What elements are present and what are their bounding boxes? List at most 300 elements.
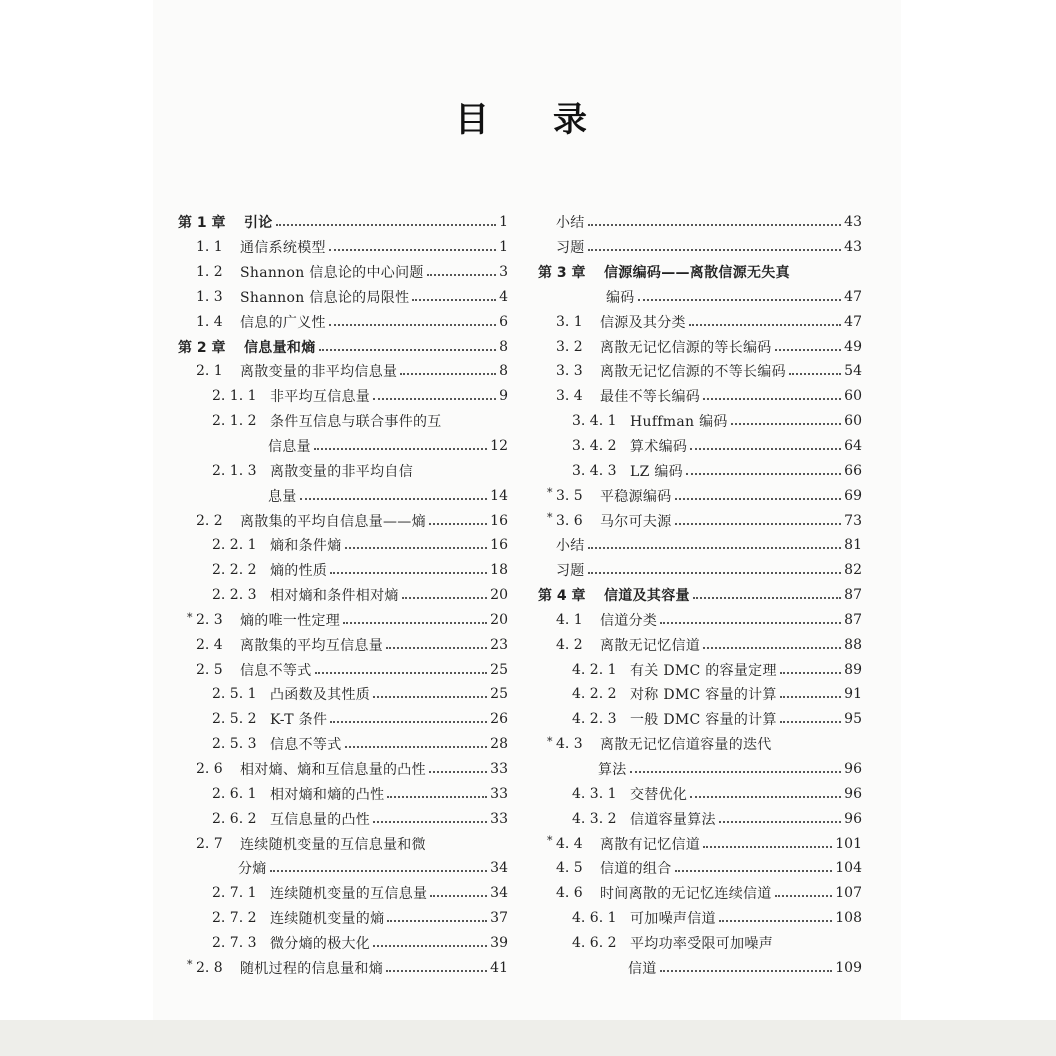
toc-entry — [538, 955, 862, 980]
toc-page-number: 14 — [490, 487, 508, 504]
toc-title: 相对熵、熵和互信息量的凸性 — [240, 761, 426, 778]
toc-title: 离散无记忆信道容量的迭代 — [600, 737, 772, 754]
toc-entry — [178, 856, 508, 881]
toc-number: 3. 4 — [556, 388, 583, 405]
dot-leader — [386, 647, 487, 649]
toc-number: 2. 3 — [196, 611, 223, 628]
dot-leader — [675, 523, 842, 525]
toc-entry — [178, 384, 508, 409]
toc-page-number: 9 — [499, 388, 508, 405]
toc-page-number: 34 — [490, 885, 508, 902]
optional-marker: * — [187, 610, 193, 624]
toc-entry — [538, 732, 862, 757]
toc-number: 4. 3. 2 — [572, 810, 617, 827]
dot-leader — [780, 721, 841, 723]
toc-page-number: 6 — [499, 313, 508, 330]
toc-number: 2. 5 — [196, 661, 223, 678]
toc-entry — [538, 508, 862, 533]
dot-leader — [402, 597, 487, 599]
toc-page-number: 69 — [844, 487, 862, 504]
dot-leader — [703, 647, 841, 649]
background-strip — [0, 1020, 1056, 1056]
toc-title: 最佳不等长编码 — [600, 389, 701, 406]
toc-entry — [178, 707, 508, 732]
toc-entry — [178, 781, 508, 806]
toc-entry — [538, 806, 862, 831]
dot-leader — [660, 970, 833, 972]
toc-page-number: 37 — [490, 910, 508, 927]
toc-entry — [538, 285, 862, 310]
toc-page-number: 39 — [490, 934, 508, 951]
dot-leader — [588, 572, 842, 574]
toc-entry — [178, 930, 508, 955]
toc-entry — [538, 384, 862, 409]
toc-title: Huffman 编码 — [630, 414, 728, 431]
toc-entry — [538, 334, 862, 359]
toc-number: 4. 4 — [556, 835, 583, 852]
toc-page-number: 54 — [844, 363, 862, 380]
toc-page-number: 33 — [490, 785, 508, 802]
toc-page-number: 26 — [490, 711, 508, 728]
toc-page-number: 20 — [490, 587, 508, 604]
toc-entry — [538, 707, 862, 732]
toc-title: LZ 编码 — [630, 463, 683, 480]
dot-leader — [270, 870, 488, 872]
toc-title: 引论 — [244, 215, 273, 232]
toc-page-number: 34 — [490, 860, 508, 877]
toc-entry — [538, 856, 862, 881]
toc-page-number: 28 — [490, 736, 508, 753]
toc-number: 4. 2. 1 — [572, 661, 617, 678]
toc-page-number: 96 — [844, 810, 862, 827]
toc-page-number: 23 — [490, 636, 508, 653]
toc-title: 离散集的平均互信息量 — [240, 637, 383, 654]
toc-entry — [178, 508, 508, 533]
dot-leader — [703, 846, 832, 848]
toc-title: 有关 DMC 的容量定理 — [630, 662, 777, 679]
toc-number: 3. 5 — [556, 487, 583, 504]
toc-title: 信息量和熵 — [244, 339, 316, 356]
toc-title: 通信系统模型 — [240, 240, 326, 257]
toc-page-number: 104 — [835, 860, 862, 877]
toc-title: 离散无记忆信道 — [600, 637, 701, 654]
dot-leader — [780, 672, 841, 674]
dot-leader — [588, 547, 842, 549]
toc-number: 3. 1 — [556, 313, 583, 330]
toc-title: 凸函数及其性质 — [270, 687, 371, 704]
toc-title: 条件互信息与联合事件的互 — [270, 414, 442, 431]
toc-title: 信道分类 — [600, 612, 658, 629]
toc-title: 习题 — [556, 563, 585, 580]
toc-entry — [538, 434, 862, 459]
dot-leader — [429, 771, 487, 773]
toc-page-number: 87 — [844, 611, 862, 628]
toc-entry — [178, 285, 508, 310]
toc-title: 分熵 — [238, 861, 267, 878]
dot-leader — [638, 299, 842, 301]
toc-title: 习题 — [556, 240, 585, 257]
toc-title: 连续随机变量的互信息量和微 — [240, 836, 426, 853]
toc-entry — [178, 533, 508, 558]
toc-title: 离散无记忆信源的等长编码 — [600, 339, 772, 356]
dot-leader — [373, 696, 487, 698]
toc-number: 4. 6. 1 — [572, 910, 617, 927]
toc-page-number: 20 — [490, 611, 508, 628]
toc-page-number: 8 — [499, 363, 508, 380]
toc-title: 时间离散的无记忆连续信道 — [600, 886, 772, 903]
toc-number: 2. 1. 1 — [212, 388, 257, 405]
toc-title: 信息不等式 — [240, 662, 312, 679]
dot-leader — [329, 324, 496, 326]
toc-page-number: 49 — [844, 338, 862, 355]
toc-entry — [178, 558, 508, 583]
dot-leader — [693, 597, 841, 599]
toc-number: 2. 5. 2 — [212, 711, 257, 728]
toc-entry — [538, 632, 862, 657]
toc-number: 2. 6. 2 — [212, 810, 257, 827]
toc-number: 第 1 章 — [178, 215, 226, 232]
toc-page-number: 33 — [490, 760, 508, 777]
toc-entry — [538, 930, 862, 955]
dot-leader — [319, 349, 497, 351]
dot-leader — [686, 473, 841, 475]
toc-number: 3. 6 — [556, 512, 583, 529]
toc-page-number: 89 — [844, 661, 862, 678]
toc-number: 2. 2. 3 — [212, 587, 257, 604]
toc-page-number: 25 — [490, 661, 508, 678]
dot-leader — [689, 324, 841, 326]
toc-title: 随机过程的信息量和熵 — [240, 960, 383, 977]
toc-column-right — [538, 210, 862, 980]
toc-number: 4. 3. 1 — [572, 785, 617, 802]
dot-leader — [775, 895, 833, 897]
toc-title: 连续随机变量的熵 — [270, 911, 385, 928]
toc-page-number: 81 — [844, 537, 862, 554]
toc-entry — [178, 682, 508, 707]
toc-column-left — [178, 210, 508, 980]
toc-number: 2. 7. 2 — [212, 910, 257, 927]
toc-number: 3. 3 — [556, 363, 583, 380]
toc-number: 2. 5. 3 — [212, 736, 257, 753]
toc-page-number: 60 — [844, 388, 862, 405]
toc-title: 连续随机变量的互信息量 — [270, 886, 428, 903]
toc-chapter — [178, 334, 508, 359]
toc-title: 信息不等式 — [270, 737, 342, 754]
toc-entry — [178, 831, 508, 856]
toc-title: 离散变量的非平均信息量 — [240, 364, 398, 381]
toc-entry — [178, 657, 508, 682]
dot-leader — [330, 721, 487, 723]
dot-leader — [731, 423, 841, 425]
toc-title: 编码 — [606, 289, 635, 306]
toc-title: K-T 条件 — [270, 712, 328, 729]
toc-page-number: 95 — [844, 711, 862, 728]
toc-page-number: 60 — [844, 413, 862, 430]
toc-number: 2. 2. 2 — [212, 562, 257, 579]
toc-number: 1. 3 — [196, 288, 223, 305]
toc-number: 4. 2. 3 — [572, 711, 617, 728]
toc-page-number: 82 — [844, 562, 862, 579]
toc-entry — [538, 533, 862, 558]
toc-entry — [178, 757, 508, 782]
dot-leader — [719, 920, 832, 922]
dot-leader — [690, 448, 841, 450]
dot-leader — [314, 448, 487, 450]
toc-title: 对称 DMC 容量的计算 — [630, 687, 777, 704]
toc-page-number: 8 — [499, 338, 508, 355]
toc-title: 信源及其分类 — [600, 314, 686, 331]
toc-title: 信道容量算法 — [630, 811, 716, 828]
toc-entry — [178, 881, 508, 906]
toc-title: 马尔可夫源 — [600, 513, 672, 530]
toc-title: 算法 — [598, 761, 627, 778]
toc-entry — [538, 458, 862, 483]
toc-page-number: 96 — [844, 785, 862, 802]
toc-number: 4. 6 — [556, 885, 583, 902]
toc-title: 离散集的平均自信息量——熵 — [240, 513, 426, 530]
toc-number: 4. 6. 2 — [572, 934, 617, 951]
toc-page-number: 108 — [835, 910, 862, 927]
toc-title: 熵的唯一性定理 — [240, 612, 341, 629]
toc-entry — [178, 235, 508, 260]
toc-chapter — [538, 260, 862, 285]
toc-title: 平均功率受限可加噪声 — [630, 935, 773, 952]
dot-leader — [430, 895, 487, 897]
toc-page-number: 87 — [844, 587, 862, 604]
toc-title: Shannon 信息论的中心问题 — [240, 265, 424, 282]
toc-entry — [538, 210, 862, 235]
toc-title: 可加噪声信道 — [630, 911, 716, 928]
dot-leader — [412, 299, 496, 301]
toc-page-number: 91 — [844, 686, 862, 703]
toc-entry — [538, 657, 862, 682]
toc-page-number: 4 — [499, 288, 508, 305]
dot-leader — [719, 821, 841, 823]
toc-title: 小结 — [556, 538, 585, 555]
optional-marker: * — [547, 486, 553, 500]
toc-entry — [538, 235, 862, 260]
toc-entry — [538, 682, 862, 707]
toc-title: 熵和条件熵 — [270, 538, 342, 555]
toc-number: 4. 1 — [556, 611, 583, 628]
toc-entry — [178, 409, 508, 434]
toc-page-number: 96 — [844, 760, 862, 777]
toc-title: 信息量 — [268, 439, 311, 456]
toc-page-number: 16 — [490, 512, 508, 529]
toc-title: 交替优化 — [630, 786, 688, 803]
toc-title: 相对熵和熵的凸性 — [270, 786, 385, 803]
dot-leader — [675, 498, 842, 500]
dot-leader — [775, 349, 842, 351]
toc-entry — [178, 359, 508, 384]
toc-entry — [178, 732, 508, 757]
toc-number: 4. 2. 2 — [572, 686, 617, 703]
optional-marker: * — [547, 834, 553, 848]
toc-number: 第 4 章 — [538, 588, 586, 605]
toc-entry — [178, 434, 508, 459]
toc-entry — [538, 906, 862, 931]
dot-leader — [329, 249, 496, 251]
dot-leader — [386, 970, 487, 972]
toc-title: 非平均互信息量 — [270, 389, 371, 406]
toc-entry — [178, 309, 508, 334]
dot-leader — [300, 498, 488, 500]
toc-page-number: 47 — [844, 288, 862, 305]
dot-leader — [690, 796, 841, 798]
toc-title: Shannon 信息论的局限性 — [240, 289, 410, 306]
dot-leader — [630, 771, 842, 773]
dot-leader — [330, 572, 487, 574]
toc-entry — [178, 906, 508, 931]
toc-title: 离散无记忆信源的不等长编码 — [600, 364, 786, 381]
toc-number: 4. 5 — [556, 860, 583, 877]
toc-number: 第 2 章 — [178, 339, 226, 356]
toc-chapter — [538, 583, 862, 608]
toc-number: 4. 3 — [556, 736, 583, 753]
toc-title: 离散变量的非平均自信 — [270, 463, 413, 480]
toc-number: 2. 6 — [196, 760, 223, 777]
toc-entry — [178, 260, 508, 285]
toc-page-number: 43 — [844, 239, 862, 256]
toc-number: 2. 4 — [196, 636, 223, 653]
optional-marker: * — [547, 511, 553, 525]
toc-page-number: 18 — [490, 562, 508, 579]
toc-entry — [178, 955, 508, 980]
toc-title: 平稳源编码 — [600, 488, 672, 505]
toc-title: 息量 — [268, 488, 297, 505]
toc-title: 信息的广义性 — [240, 314, 326, 331]
toc-title: 信源编码——离散信源无失真 — [604, 265, 790, 282]
toc-entry — [538, 409, 862, 434]
toc-page-number: 88 — [844, 636, 862, 653]
title-char-2: 录 — [553, 100, 587, 140]
dot-leader — [400, 373, 496, 375]
toc-chapter — [178, 210, 508, 235]
toc-entry — [538, 608, 862, 633]
toc-entry — [538, 309, 862, 334]
dot-leader — [387, 920, 487, 922]
toc-number: 2. 2 — [196, 512, 223, 529]
toc-number: 2. 1. 3 — [212, 462, 257, 479]
toc-title: 小结 — [556, 215, 585, 232]
toc-title: 互信息量的凸性 — [270, 811, 371, 828]
toc-title: 离散有记忆信道 — [600, 836, 701, 853]
toc-entry — [178, 483, 508, 508]
toc-page-number: 101 — [835, 835, 862, 852]
toc-entry — [538, 831, 862, 856]
toc-number: 2. 7 — [196, 835, 223, 852]
dot-leader — [427, 274, 496, 276]
toc-page-number: 73 — [844, 512, 862, 529]
toc-number: 1. 4 — [196, 313, 223, 330]
toc-page-number: 47 — [844, 313, 862, 330]
toc-number: 2. 1 — [196, 363, 223, 380]
toc-number: 2. 1. 2 — [212, 413, 257, 430]
toc-number: 2. 6. 1 — [212, 785, 257, 802]
toc-number: 4. 2 — [556, 636, 583, 653]
toc-page-number: 41 — [490, 959, 508, 976]
toc-page-number: 25 — [490, 686, 508, 703]
toc-number: 3. 4. 2 — [572, 438, 617, 455]
dot-leader — [588, 249, 842, 251]
toc-entry — [538, 781, 862, 806]
toc-number: 2. 8 — [196, 959, 223, 976]
toc-entry — [178, 583, 508, 608]
toc-page-number: 107 — [835, 885, 862, 902]
dot-leader — [780, 696, 841, 698]
toc-page-number: 66 — [844, 462, 862, 479]
toc-title: 一般 DMC 容量的计算 — [630, 712, 777, 729]
toc-title: 信道的组合 — [600, 861, 672, 878]
optional-marker: * — [187, 958, 193, 972]
toc-title: 熵的性质 — [270, 563, 328, 580]
toc-page-number: 64 — [844, 438, 862, 455]
toc-entry — [178, 806, 508, 831]
toc-number: 2. 2. 1 — [212, 537, 257, 554]
dot-leader — [387, 796, 487, 798]
toc-title: 信道 — [628, 960, 657, 977]
toc-number: 2. 7. 1 — [212, 885, 257, 902]
dot-leader — [343, 622, 487, 624]
toc-entry — [538, 757, 862, 782]
dot-leader — [373, 945, 487, 947]
dot-leader — [429, 523, 487, 525]
dot-leader — [345, 547, 488, 549]
toc-page-number: 3 — [499, 264, 508, 281]
page-title — [0, 92, 1056, 142]
toc-page-number: 1 — [499, 239, 508, 256]
dot-leader — [373, 821, 487, 823]
toc-page-number: 1 — [499, 214, 508, 231]
toc-entry — [538, 881, 862, 906]
toc-number: 第 3 章 — [538, 265, 586, 282]
dot-leader — [315, 672, 488, 674]
toc-page-number: 109 — [835, 959, 862, 976]
dot-leader — [276, 224, 496, 226]
dot-leader — [345, 746, 488, 748]
dot-leader — [588, 224, 842, 226]
toc-number: 1. 2 — [196, 264, 223, 281]
toc-title: 微分熵的极大化 — [270, 935, 371, 952]
toc-number: 3. 2 — [556, 338, 583, 355]
toc-number: 3. 4. 3 — [572, 462, 617, 479]
toc-number: 1. 1 — [196, 239, 223, 256]
dot-leader — [789, 373, 841, 375]
toc-page-number: 16 — [490, 537, 508, 554]
toc-page-number: 43 — [844, 214, 862, 231]
toc-number: 3. 4. 1 — [572, 413, 617, 430]
dot-leader — [660, 622, 841, 624]
toc-number: 2. 5. 1 — [212, 686, 257, 703]
toc-entry — [538, 359, 862, 384]
toc-entry — [178, 458, 508, 483]
toc-entry — [538, 558, 862, 583]
dot-leader — [703, 398, 841, 400]
toc-page-number: 33 — [490, 810, 508, 827]
toc-title: 信道及其容量 — [604, 588, 690, 605]
toc-entry — [538, 483, 862, 508]
toc-entry — [178, 632, 508, 657]
optional-marker: * — [547, 734, 553, 748]
dot-leader — [675, 870, 833, 872]
toc-page-number: 12 — [490, 438, 508, 455]
toc-number: 2. 7. 3 — [212, 934, 257, 951]
title-char-1: 目 — [455, 100, 489, 140]
toc-entry — [178, 608, 508, 633]
toc-title: 相对熵和条件相对熵 — [270, 588, 399, 605]
dot-leader — [373, 398, 496, 400]
toc-title: 算术编码 — [630, 439, 688, 456]
